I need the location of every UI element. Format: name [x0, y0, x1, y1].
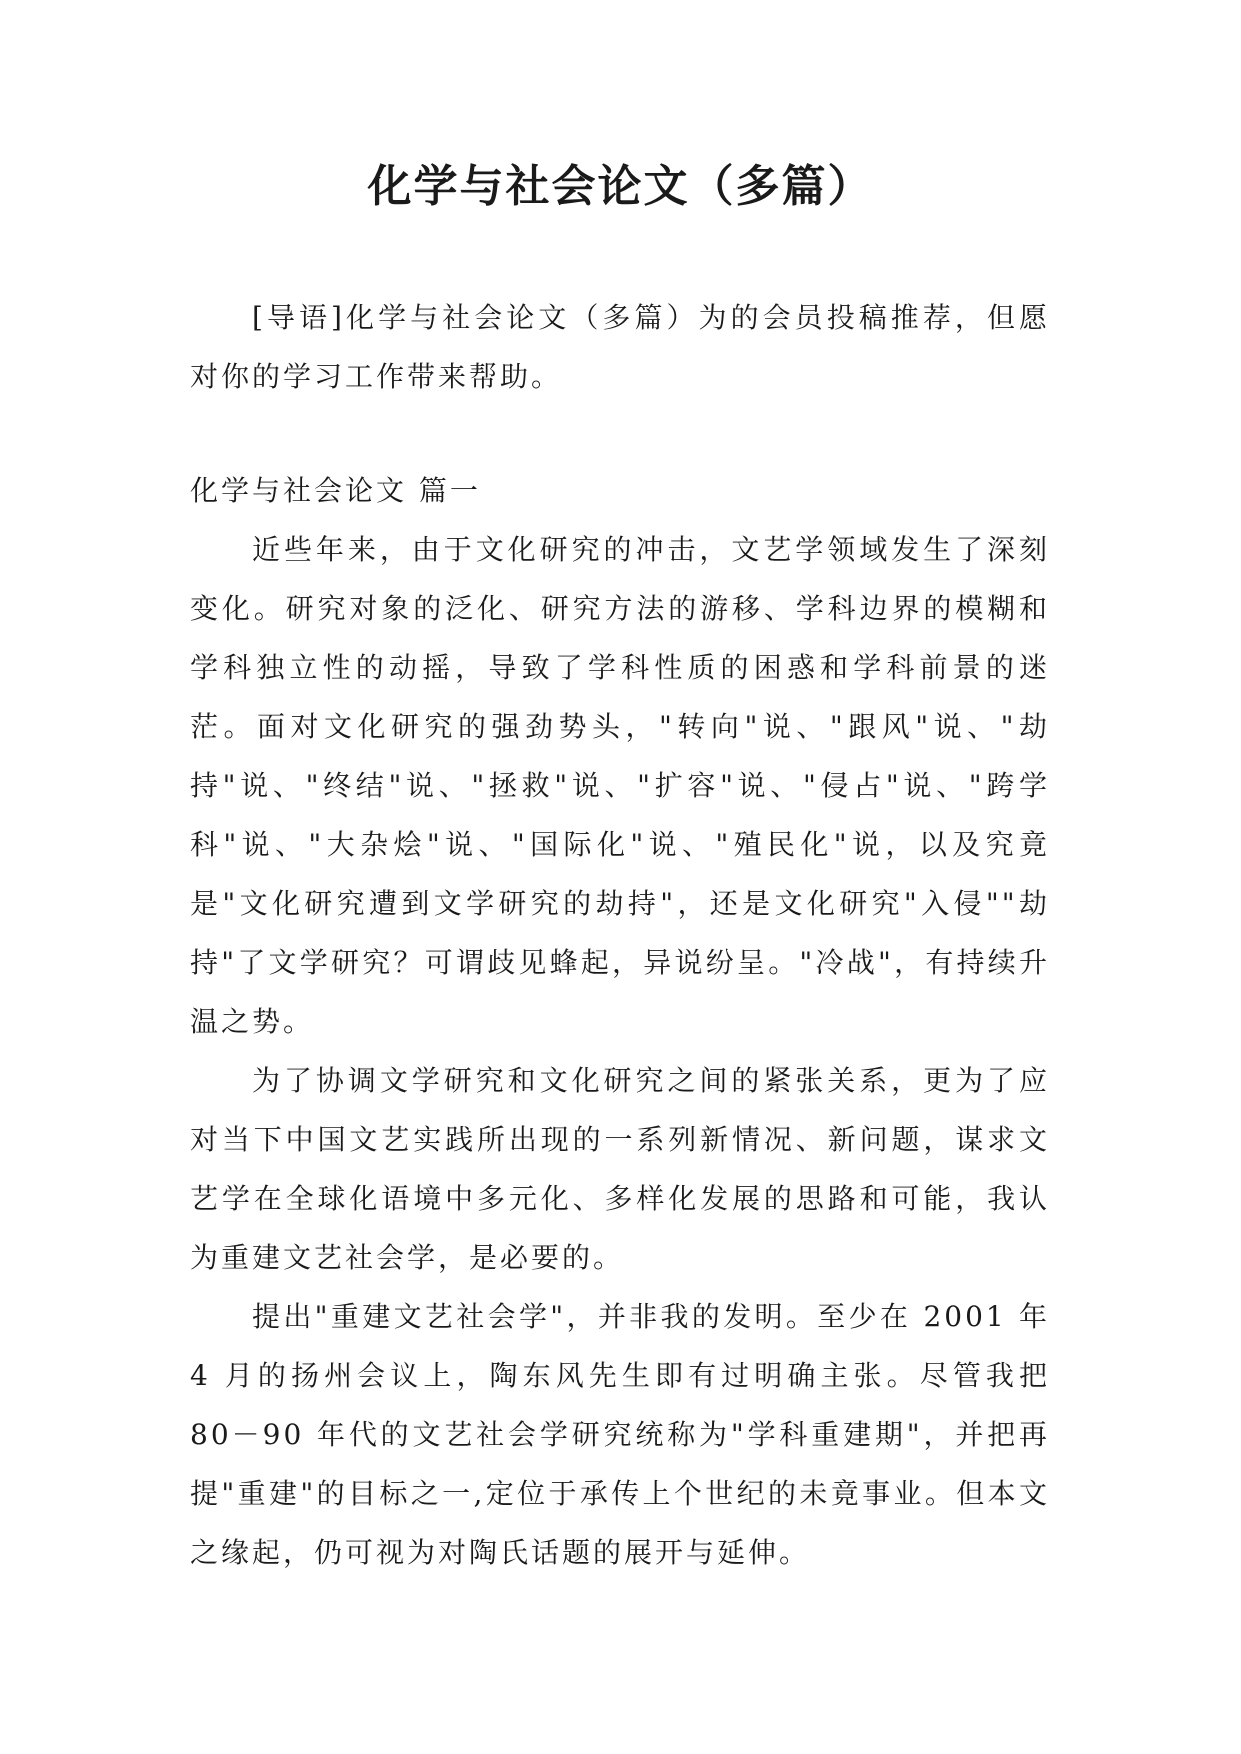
body-paragraph-1: 近些年来，由于文化研究的冲击，文艺学领域发生了深刻变化。研究对象的泛化、研究方法的游移、学科边界的模糊和学科独立性的动摇，导致了学科性质的困惑和学科前景的迷茫。面对文化研究的强劲势头，"转向"说、"跟风"说、"劫持"说、"终结"说、"拯救"说、"扩容"说、"侵占"说、"跨学科"说、"大杂烩"说、"国际化"说、"殖民化"说，以及究竟是"文化研究遭到文学研究的劫持"，还是文化研究"入侵""劫持"了文学研究？可谓歧见蜂起，异说纷呈。"冷战"，有持续升温之势。: [190, 533, 1050, 1038]
section-heading: 化学与社会论文 篇一: [190, 474, 481, 507]
body-paragraph-2: 为了协调文学研究和文化研究之间的紧张关系，更为了应对当下中国文艺实践所出现的一系列新情况、新问题，谋求文艺学在全球化语境中多元化、多样化发展的思路和可能，我认为重建文艺社会学，是必要的。: [190, 1064, 1050, 1274]
intro-paragraph: [导语]化学与社会论文（多篇）为的会员投稿推荐，但愿对你的学习工作带来帮助。: [190, 301, 1050, 393]
document-body: [190, 288, 1050, 1582]
document-title: 化学与社会论文（多篇）: [367, 161, 874, 212]
body-paragraph-3: 提出"重建文艺社会学"，并非我的发明。至少在 2001 年 4 月的扬州会议上，陶东风先生即有过明确主张。尽管我把 80－90 年代的文艺社会学研究统称为"学科重建期"，并把再提"重建"的目标之一,定位于承传上个世纪的未竟事业。但本文之缘起，仍可视为对陶氏话题的展开与延伸。: [190, 1300, 1050, 1569]
